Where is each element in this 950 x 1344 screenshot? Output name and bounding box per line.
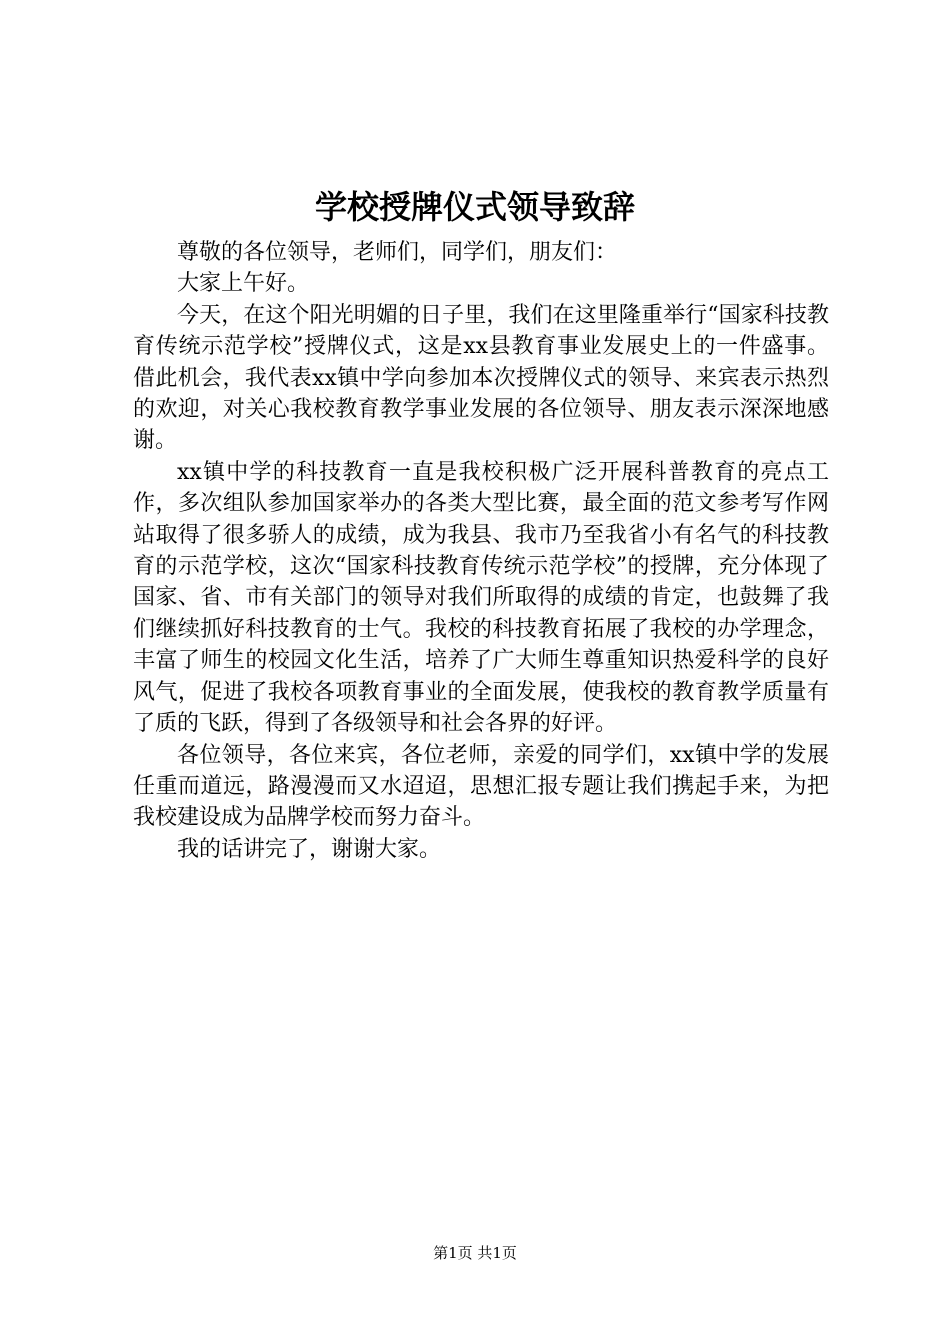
paragraph-greeting: 大家上午好。 (177, 271, 310, 297)
paragraph-closing: 我的话讲完了，谢谢大家。 (177, 836, 442, 862)
paragraph-call-to-action: 各位领导，各位来宾，各位老师，亲爱的同学们，xx镇中学的发展任重而道远，路漫漫而又水迢迢，思想汇报专题让我们携起手来，为把我校建设成为品牌学校而努力奋斗。 (133, 742, 829, 831)
paragraph-salutation: 尊敬的各位领导，老师们，同学们，朋友们： (177, 240, 618, 265)
paragraph-opening: 今天，在这个阳光明媚的日子里，我们在这里隆重举行“国家科技教育传统示范学校”授牌仪式，这是xx县教育事业发展史上的一件盛事。借此机会，我代表xx镇中学向参加本次授牌仪式的领导、来宾表示热烈的欢迎，对关心我校教育教学事业发展的各位领导、朋友表示深深地感谢。 (133, 302, 829, 454)
document-title: 学校授牌仪式领导致辞 (314, 188, 635, 226)
paragraph-achievements: xx镇中学的科技教育一直是我校积极广泛开展科普教育的亮点工作，多次组队参加国家举办的各类大型比赛，最全面的范文参考写作网站取得了很多骄人的成绩，成为我县、我市乃至我省小有名气的科技教育的示范学校，这次“国家科技教育传统示范学校”的授牌，充分体现了国家、省、市有关部门的领导对我们所取得的成绩的肯定，也鼓舞了我们继续抓好科技教育的士气。我校的科技教育拓展了我校的办学理念，丰富了师生的校园文化生活，培养了广大师生尊重知识热爱科学的良好风气，促进了我校各项教育事业的全面发展，使我校的教育教学质量有了质的飞跃，得到了各级领导和社会各界的好评。 (133, 459, 829, 737)
page-number-footer: 第1页 共1页 (433, 1244, 517, 1262)
document-body (133, 237, 829, 865)
